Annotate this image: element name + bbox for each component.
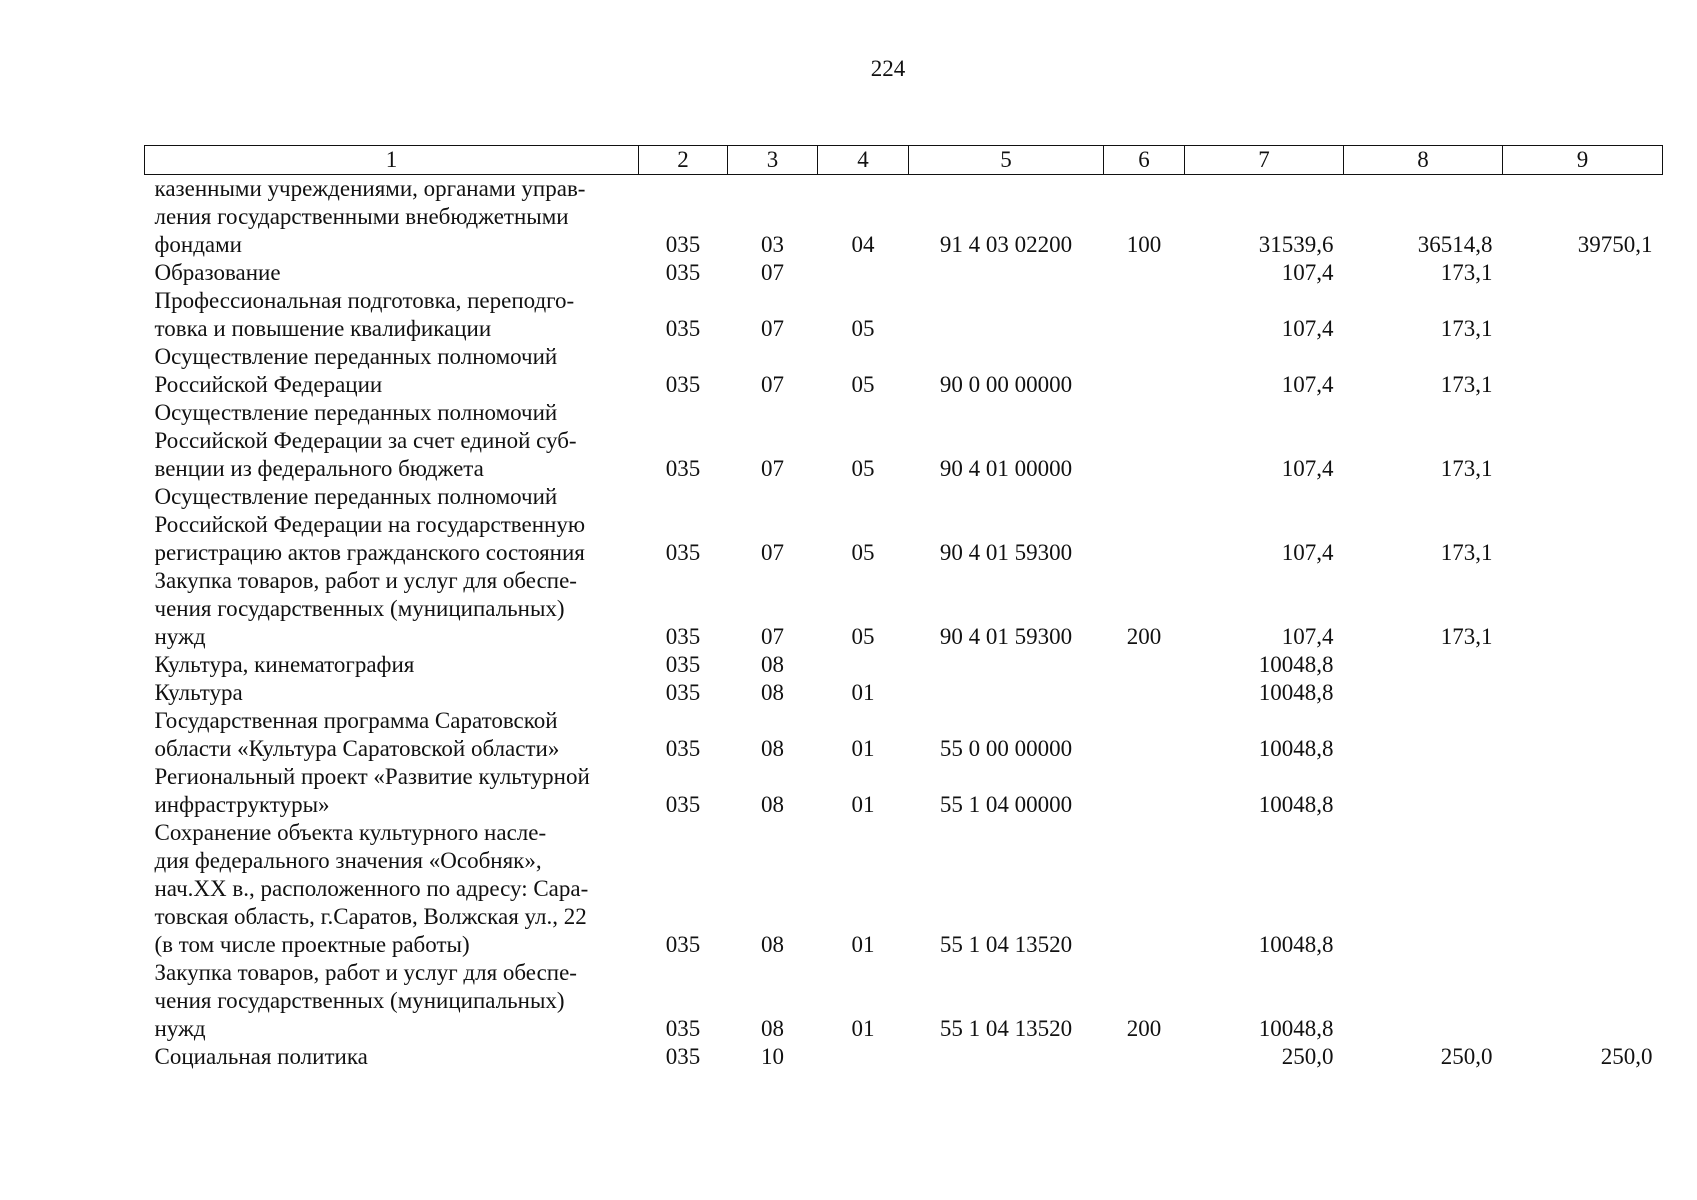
- amount-cell-col8: 173,1: [1440, 624, 1493, 649]
- subsection-cell: 05: [851, 372, 875, 397]
- amount-cell-col8: [1344, 959, 1503, 1043]
- page-number: 224: [870, 56, 906, 81]
- subsection-cell: 05: [851, 540, 875, 565]
- expense-type-cell: [1104, 679, 1185, 707]
- section-cell: 08: [761, 652, 784, 677]
- amount-cell-col9: [1503, 707, 1663, 763]
- admin-code-cell: 035: [665, 932, 701, 957]
- subsection-cell: [818, 1043, 909, 1071]
- amount-cell-col9: [1503, 959, 1663, 1043]
- expense-type-cell: [1104, 1043, 1185, 1071]
- table-row: [145, 175, 1663, 260]
- admin-code-cell: 035: [665, 316, 701, 341]
- target-article-cell: 90 4 01 00000: [939, 456, 1073, 481]
- amount-cell-col8: [1344, 679, 1503, 707]
- amount-cell-col8: 36514,8: [1417, 232, 1493, 257]
- row-name-cell: Образование: [154, 260, 281, 285]
- section-cell: 10: [761, 1044, 784, 1069]
- expense-type-cell: [1104, 707, 1185, 763]
- admin-code-cell: 035: [665, 652, 701, 677]
- expense-type-cell: [1104, 399, 1185, 483]
- expense-type-cell: [1104, 763, 1185, 819]
- admin-code-cell: 035: [665, 1044, 701, 1069]
- expense-type-cell: [1104, 819, 1185, 959]
- target-article-cell: [909, 287, 1104, 343]
- subsection-cell: [818, 651, 909, 679]
- row-name-cell: Государственная программа Саратовской области «Культура Саратовской области»: [154, 708, 560, 761]
- target-article-cell: 90 4 01 59300: [939, 540, 1073, 565]
- section-cell: 07: [761, 624, 784, 649]
- admin-code-cell: 035: [665, 260, 701, 285]
- amount-cell-col9: [1503, 763, 1663, 819]
- subsection-cell: 01: [851, 736, 875, 761]
- subsection-cell: 01: [851, 932, 875, 957]
- admin-code-cell: 035: [665, 1016, 701, 1041]
- amount-cell-col9: [1503, 679, 1663, 707]
- table-row: [145, 343, 1663, 399]
- amount-cell-col8: [1344, 707, 1503, 763]
- subsection-cell: [818, 259, 909, 287]
- target-article-cell: 55 0 00 00000: [939, 736, 1073, 761]
- section-cell: 08: [761, 680, 784, 705]
- row-name-cell: Сохранение объекта культурного насле- дия федерального значения «Особняк», нач.XX в., расположенного по адресу: Сара- товская область, г.Саратов, Волжская ул., 22 (в том числе проектные работы): [154, 820, 589, 957]
- header-cell: 9: [1503, 146, 1663, 175]
- section-cell: 07: [761, 456, 784, 481]
- row-name-cell: Закупка товаров, работ и услуг для обеспе- чения государственных (муниципальных) нужд: [154, 960, 577, 1041]
- amount-cell-col7: 31539,6: [1258, 232, 1334, 257]
- table-row: [145, 763, 1663, 819]
- table-row: [145, 567, 1663, 651]
- header-cell: 3: [728, 146, 818, 175]
- amount-cell-col7: 107,4: [1281, 540, 1334, 565]
- amount-cell-col7: 107,4: [1281, 624, 1334, 649]
- header-row: [145, 146, 1663, 175]
- row-name-cell: Профессиональная подготовка, переподго- товка и повышение квалификации: [154, 288, 575, 341]
- row-name-cell: Региональный проект «Развитие культурной инфраструктуры»: [154, 764, 590, 817]
- admin-code-cell: 035: [665, 792, 701, 817]
- table-row: [145, 399, 1663, 483]
- amount-cell-col7: 107,4: [1281, 260, 1334, 285]
- target-article-cell: 90 0 00 00000: [939, 372, 1073, 397]
- target-article-cell: 91 4 03 02200: [939, 232, 1073, 257]
- target-article-cell: [909, 1043, 1104, 1071]
- target-article-cell: [909, 651, 1104, 679]
- amount-cell-col8: 173,1: [1440, 316, 1493, 341]
- amount-cell-col9: 39750,1: [1577, 232, 1653, 257]
- amount-cell-col7: 10048,8: [1258, 652, 1334, 677]
- header-cell: 2: [639, 146, 728, 175]
- admin-code-cell: 035: [665, 456, 701, 481]
- section-cell: 03: [761, 232, 784, 257]
- section-cell: 08: [761, 932, 784, 957]
- target-article-cell: 55 1 04 13520: [939, 932, 1073, 957]
- amount-cell-col7: 10048,8: [1258, 680, 1334, 705]
- amount-cell-col7: 10048,8: [1258, 932, 1334, 957]
- subsection-cell: 01: [851, 792, 875, 817]
- amount-cell-col9: [1503, 651, 1663, 679]
- admin-code-cell: 035: [665, 680, 701, 705]
- expense-type-cell: [1104, 343, 1185, 399]
- expense-type-cell: [1104, 483, 1185, 567]
- amount-cell-col9: [1503, 483, 1663, 567]
- expense-type-cell: [1104, 287, 1185, 343]
- amount-cell-col7: 107,4: [1281, 316, 1334, 341]
- section-cell: 07: [761, 372, 784, 397]
- row-name-cell: Культура, кинематография: [154, 652, 415, 677]
- budget-table: [144, 145, 1663, 1071]
- subsection-cell: 01: [851, 680, 875, 705]
- row-name-cell: Осуществление переданных полномочий Российской Федерации на государственную регистрацию актов гражданского состояния: [154, 484, 586, 565]
- amount-cell-col8: 173,1: [1440, 372, 1493, 397]
- amount-cell-col9: [1503, 819, 1663, 959]
- target-article-cell: 55 1 04 13520: [939, 1016, 1073, 1041]
- amount-cell-col9: [1503, 399, 1663, 483]
- amount-cell-col9: [1503, 567, 1663, 651]
- amount-cell-col9: [1503, 259, 1663, 287]
- amount-cell-col7: 107,4: [1281, 456, 1334, 481]
- expense-type-cell: 100: [1126, 232, 1162, 257]
- row-name-cell: Осуществление переданных полномочий Российской Федерации: [154, 344, 558, 397]
- amount-cell-col8: 250,0: [1440, 1044, 1493, 1069]
- table-body: [145, 175, 1663, 1072]
- section-cell: 08: [761, 792, 784, 817]
- table-row: [145, 287, 1663, 343]
- row-name-cell: казенными учреждениями, органами управ- ления государственными внебюджетными фондами: [154, 176, 586, 257]
- amount-cell-col8: 173,1: [1440, 260, 1493, 285]
- header-cell: 8: [1344, 146, 1503, 175]
- subsection-cell: 04: [851, 232, 875, 257]
- amount-cell-col8: [1344, 819, 1503, 959]
- expense-type-cell: [1104, 259, 1185, 287]
- table-header: [145, 146, 1663, 175]
- header-cell: 1: [145, 146, 639, 175]
- amount-cell-col7: 10048,8: [1258, 1016, 1334, 1041]
- subsection-cell: 05: [851, 316, 875, 341]
- table-row: [145, 1043, 1663, 1071]
- amount-cell-col7: 107,4: [1281, 372, 1334, 397]
- row-name-cell: Закупка товаров, работ и услуг для обеспе- чения государственных (муниципальных) нужд: [154, 568, 577, 649]
- amount-cell-col9: 250,0: [1600, 1044, 1653, 1069]
- amount-cell-col8: 173,1: [1440, 540, 1493, 565]
- admin-code-cell: 035: [665, 232, 701, 257]
- table-row: [145, 959, 1663, 1043]
- header-cell: 7: [1185, 146, 1344, 175]
- subsection-cell: 01: [851, 1016, 875, 1041]
- section-cell: 08: [761, 736, 784, 761]
- amount-cell-col8: 173,1: [1440, 456, 1493, 481]
- subsection-cell: 05: [851, 624, 875, 649]
- admin-code-cell: 035: [665, 624, 701, 649]
- amount-cell-col7: 250,0: [1281, 1044, 1334, 1069]
- section-cell: 07: [761, 316, 784, 341]
- target-article-cell: [909, 679, 1104, 707]
- subsection-cell: 05: [851, 456, 875, 481]
- target-article-cell: 55 1 04 00000: [939, 792, 1073, 817]
- section-cell: 07: [761, 260, 784, 285]
- amount-cell-col8: [1344, 763, 1503, 819]
- amount-cell-col9: [1503, 343, 1663, 399]
- header-cell: 6: [1104, 146, 1185, 175]
- row-name-cell: Осуществление переданных полномочий Российской Федерации за счет единой суб- венции из федерального бюджета: [154, 400, 577, 481]
- target-article-cell: [909, 259, 1104, 287]
- header-cell: 5: [909, 146, 1104, 175]
- amount-cell-col7: 10048,8: [1258, 736, 1334, 761]
- table-row: [145, 707, 1663, 763]
- admin-code-cell: 035: [665, 540, 701, 565]
- admin-code-cell: 035: [665, 372, 701, 397]
- row-name-cell: Социальная политика: [154, 1044, 368, 1069]
- admin-code-cell: 035: [665, 736, 701, 761]
- row-name-cell: Культура: [154, 680, 243, 705]
- table-row: [145, 651, 1663, 679]
- amount-cell-col7: 10048,8: [1258, 792, 1334, 817]
- table-row: [145, 679, 1663, 707]
- table-row: [145, 819, 1663, 959]
- section-cell: 07: [761, 540, 784, 565]
- table-row: [145, 259, 1663, 287]
- amount-cell-col8: [1344, 651, 1503, 679]
- section-cell: 08: [761, 1016, 784, 1041]
- expense-type-cell: 200: [1126, 624, 1162, 649]
- header-cell: 4: [818, 146, 909, 175]
- amount-cell-col9: [1503, 287, 1663, 343]
- expense-type-cell: [1104, 651, 1185, 679]
- expense-type-cell: 200: [1126, 1016, 1162, 1041]
- table-row: [145, 483, 1663, 567]
- target-article-cell: 90 4 01 59300: [939, 624, 1073, 649]
